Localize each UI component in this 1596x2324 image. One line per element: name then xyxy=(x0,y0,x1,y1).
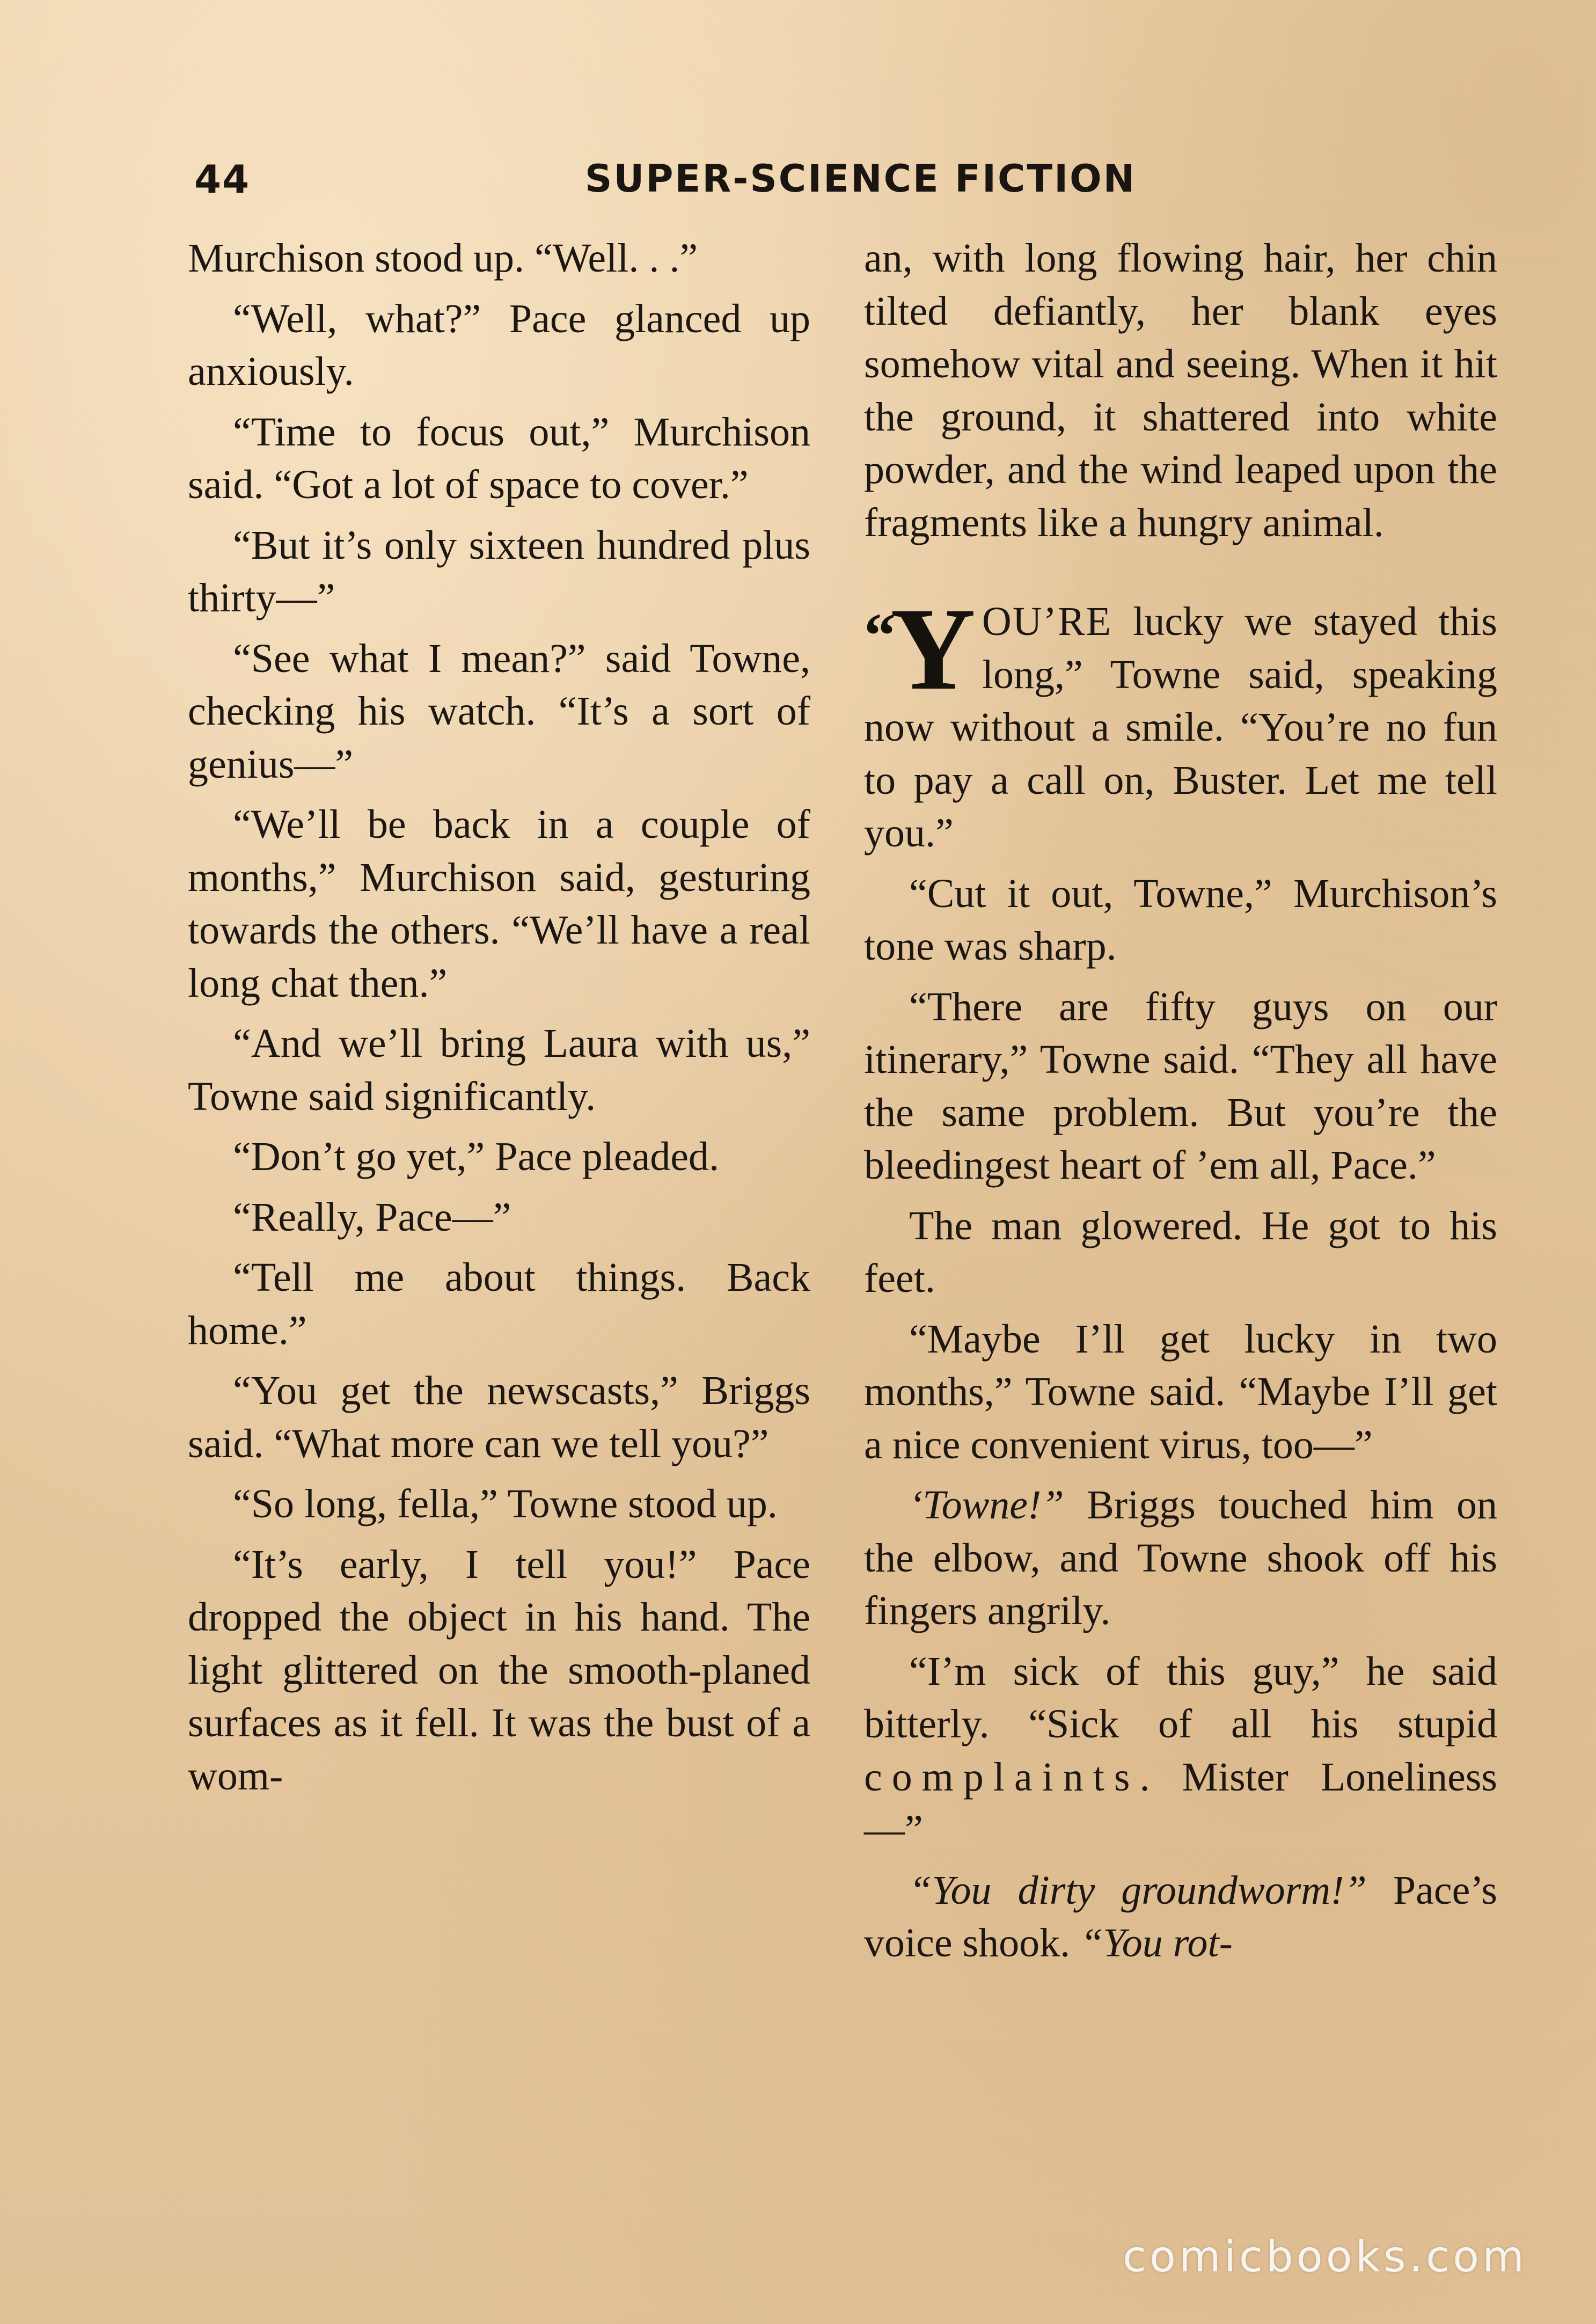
left-column xyxy=(188,232,810,1802)
paragraph: The man glowered. He got to his feet. xyxy=(864,1203,1497,1301)
paragraph-text: “I’m sick of this guy,” he said bitterly. “Sick of all his stupid xyxy=(864,1648,1497,1746)
drop-cap xyxy=(864,583,976,714)
paragraph: “Really, Pace—” xyxy=(233,1194,511,1240)
drop-cap-letter: Y xyxy=(890,583,976,714)
page-number: 44 xyxy=(194,157,251,202)
paragraph: Murchison stood up. “Well. . .” xyxy=(188,236,698,281)
paragraph xyxy=(864,1645,1497,1857)
paragraph: “Cut it out, Towne,” Murchison’s tone was sharp. xyxy=(864,871,1497,969)
running-head: SUPER-SCIENCE FICTION xyxy=(585,157,1137,201)
paragraph: “It’s early, I tell you!” Pace dropped the object in his hand. The light glittered on the smooth-planed surfaces as it fell. It was the bust of a wom- xyxy=(188,1541,810,1799)
italic-text: “You rot- xyxy=(1080,1920,1233,1965)
paragraph: “But it’s only sixteen hundred plus thirty—” xyxy=(188,522,810,620)
drop-cap-quote: “ xyxy=(864,600,890,670)
watermark: comicbooks.com xyxy=(1122,2232,1527,2282)
paragraph: an, with long flowing hair, her chin tilted defiantly, her blank eyes somehow vital and seeing. When it hit the ground, it shattered into white powder, and the wind leaped upon the fragments like a hungry animal. xyxy=(864,236,1497,545)
section-opening-paragraph xyxy=(864,583,1497,860)
drop-cap-caps: OU’RE xyxy=(982,599,1112,644)
paragraph: “You get the newscasts,” Briggs said. “What more can we tell you?” xyxy=(188,1368,810,1466)
paragraph: “There are fifty guys on our itinerary,” Towne said. “They all have the same problem. But you’re the bleedingest heart of ’em all, Pace.” xyxy=(864,984,1497,1188)
paragraph: “So long, fella,” Towne stood up. xyxy=(233,1481,778,1526)
paragraph xyxy=(864,1479,1497,1638)
paragraph xyxy=(864,1864,1497,1970)
paragraph-text: Briggs touched him on the elbow, and Towne shook off his fingers angrily. xyxy=(864,1482,1497,1633)
paragraph-text: . Mister Loneliness—” xyxy=(864,1754,1497,1852)
paragraph-text: Pace’s voice shook. xyxy=(864,1867,1497,1965)
paragraph: “Well, what?” Pace glanced up anxiously. xyxy=(188,296,810,394)
paragraph: “Tell me about things. Back home.” xyxy=(188,1255,810,1353)
italic-text: ‘Towne!” xyxy=(909,1482,1064,1528)
drop-cap-rest: lucky we stayed this long,” Towne said, speaking now without a smile. “You’re no fun to pay a call on, Buster. Let me tell you.” xyxy=(864,599,1497,856)
paragraph: “Time to focus out,” Murchison said. “Got a lot of space to cover.” xyxy=(188,409,810,507)
paragraph: “And we’ll bring Laura with us,” Towne said significantly. xyxy=(188,1021,810,1119)
paragraph: “We’ll be back in a couple of months,” Murchison said, gesturing towards the others. “We’ll have a real long chat then.” xyxy=(188,802,810,1006)
paragraph: “Maybe I’ll get lucky in two months,” Towne said. “Maybe I’ll get a nice convenient virus, too—” xyxy=(864,1316,1497,1467)
italic-text: “You dirty groundworm!” xyxy=(909,1867,1367,1913)
right-column xyxy=(864,232,1497,1970)
paragraph: “See what I mean?” said Towne, checking his watch. “It’s a sort of genius—” xyxy=(188,635,810,787)
paragraph: “Don’t go yet,” Pace pleaded. xyxy=(233,1134,720,1179)
spaced-word: complaints xyxy=(864,1754,1140,1800)
